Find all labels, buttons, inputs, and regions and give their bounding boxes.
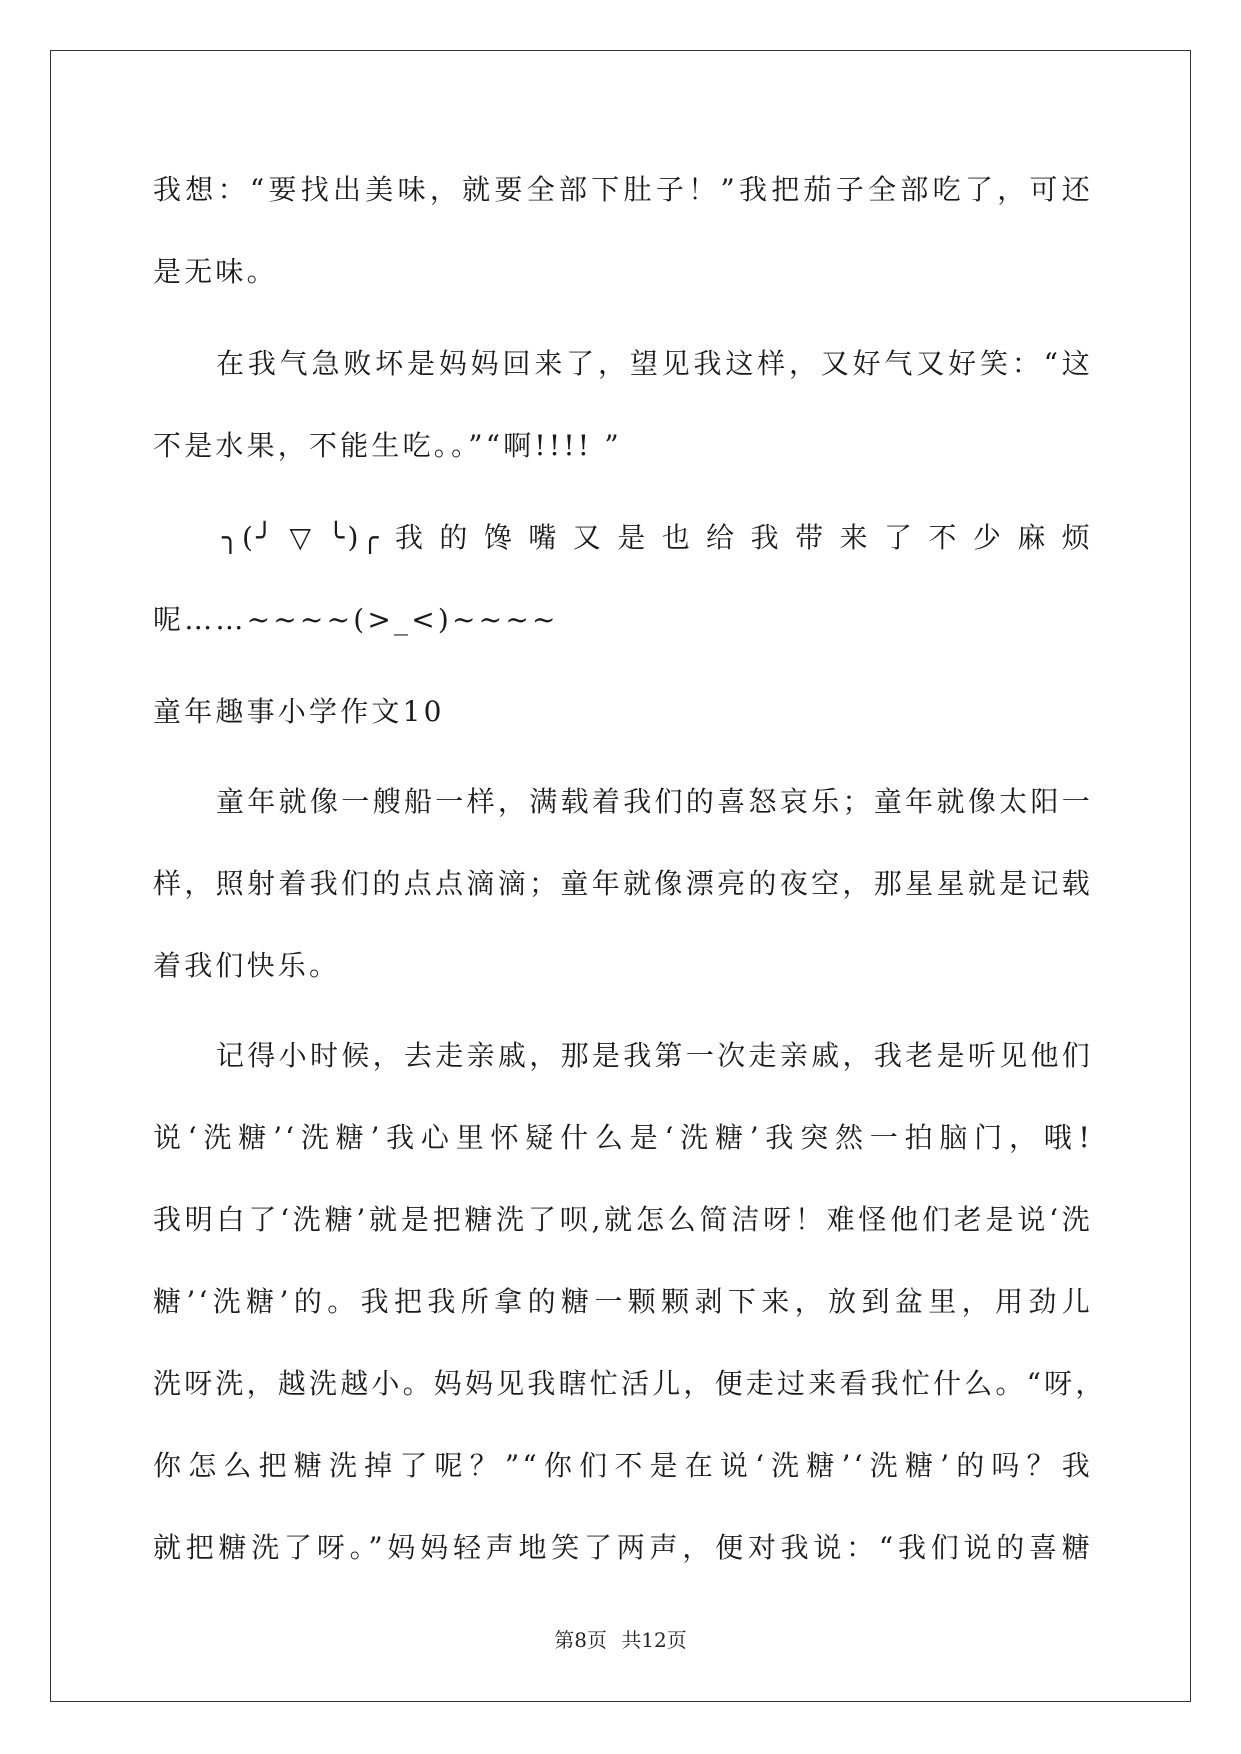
text-line: 是无味。 bbox=[153, 255, 278, 288]
page-number: 第8页 bbox=[554, 1628, 607, 1652]
text-line: 童年就像一艘船一样，满载着我们的喜怒哀乐；童年就像太阳一 bbox=[216, 785, 1093, 818]
text-line: 在我气急败坏是妈妈回来了，望见我这样，又好气又好笑：“这 bbox=[216, 347, 1093, 380]
text-line: 着我们快乐。 bbox=[153, 949, 341, 982]
page-footer bbox=[0, 1627, 1241, 1653]
text-line: ╮(╯▽╰)╭我的馋嘴又是也给我带来了不少麻烦 bbox=[222, 521, 1093, 554]
text-line: 说‘洗糖’‘洗糖’我心里怀疑什么是‘洗糖’我突然一拍脑门，哦! bbox=[153, 1121, 1093, 1154]
text-line: 我想：“要找出美味，就要全部下肚子！”我把茄子全部吃了，可还 bbox=[153, 173, 1093, 206]
text-line: 就把糖洗了呀。”妈妈轻声地笑了两声，便对我说：“我们说的喜糖 bbox=[153, 1531, 1093, 1564]
page-total: 共12页 bbox=[621, 1628, 687, 1652]
text-line: 呢……~~~~(>_<)~~~~ bbox=[153, 603, 559, 636]
text-line: 记得小时候，去走亲戚，那是我第一次走亲戚，我老是听见他们 bbox=[216, 1039, 1093, 1072]
section-heading: 童年趣事小学作文10 bbox=[153, 695, 445, 728]
text-line: 不是水果，不能生吃。。”“啊!!!! ” bbox=[153, 429, 622, 462]
text-line: 糖’‘洗糖’的。我把我所拿的糖一颗颗剥下来，放到盆里，用劲儿 bbox=[153, 1285, 1093, 1318]
text-line: 样，照射着我们的点点滴滴；童年就像漂亮的夜空，那星星就是记载 bbox=[153, 867, 1093, 900]
text-line: 你怎么把糖洗掉了呢？”“你们不是在说‘洗糖’‘洗糖’的吗？我 bbox=[153, 1449, 1093, 1482]
text-line: 我明白了‘洗糖’就是把糖洗了呗,就怎么简洁呀！难怪他们老是说‘洗 bbox=[153, 1203, 1093, 1236]
text-line: 洗呀洗，越洗越小。妈妈见我瞎忙活儿，便走过来看我忙什么。“呀， bbox=[153, 1367, 1107, 1400]
